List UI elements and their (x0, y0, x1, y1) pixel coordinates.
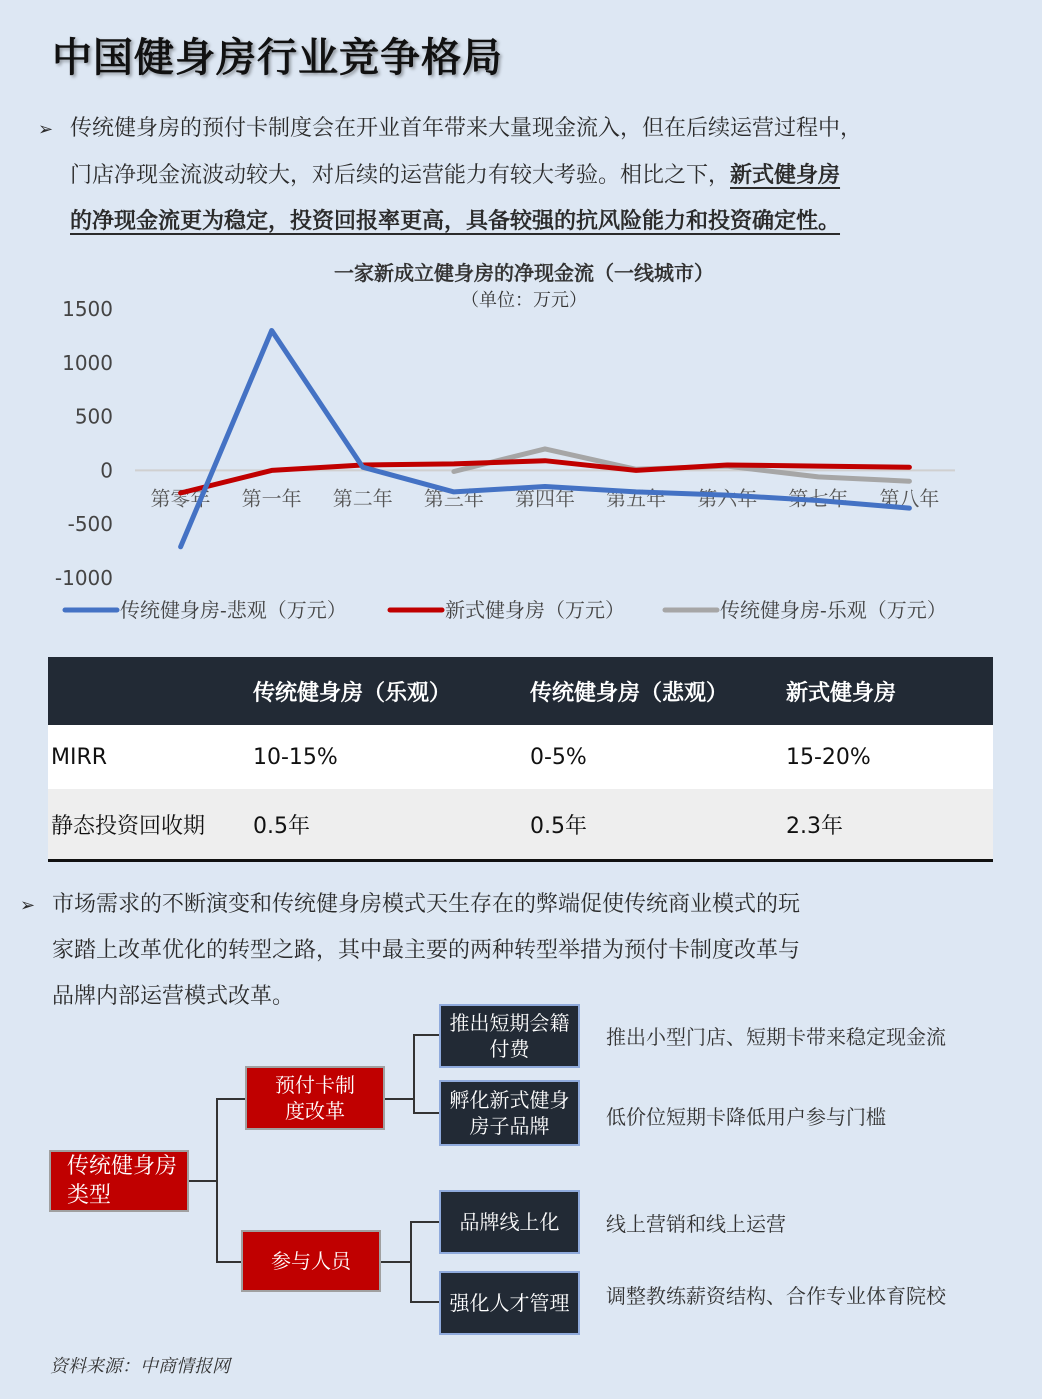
cash-flow-chart (40, 250, 1000, 640)
y-tick-label: 1000 (62, 350, 113, 375)
y-tick-label: 0 (100, 458, 113, 483)
bullet1-line2 (70, 152, 840, 199)
arrow-icon: ➢ (38, 119, 54, 140)
connector-line (413, 1034, 415, 1113)
series-layer (181, 331, 910, 547)
tree-leaf-online (439, 1190, 580, 1254)
tree-desc: 线上营销和线上运营 (606, 1212, 786, 1236)
connector-line (413, 1034, 440, 1036)
connector-line (413, 1112, 440, 1114)
x-tick-label: 第八年 (879, 486, 940, 511)
tree-branch-label: 参与人员 (271, 1249, 351, 1273)
bullet2-line1: 市场需求的不断演变和传统健身房模式天生存在的弊端促使传统商业模式的玩 (52, 892, 801, 917)
tree-leaf-label: 推出短期会籍付费 (449, 1011, 570, 1061)
y-tick-label: -500 (67, 512, 113, 537)
bullet-arrow-2 (20, 882, 35, 929)
table-cell: MIRR (48, 725, 253, 789)
tree-root (49, 1150, 189, 1212)
y-tick-label: 1500 (62, 297, 113, 321)
tree-branch-people (241, 1230, 381, 1292)
tree-branch-prepaid (245, 1066, 385, 1130)
page-title: 中国健身房行业竞争格局 (52, 34, 503, 81)
table-cell: 0.5年 (253, 789, 530, 861)
table-row (48, 725, 993, 789)
connector-line (410, 1221, 412, 1302)
connector-line (410, 1301, 440, 1303)
metrics-table (48, 657, 993, 862)
tree-leaf-short-membership (439, 1004, 580, 1068)
tree-leaf-sub-brand (439, 1080, 580, 1146)
connector-line (216, 1098, 246, 1100)
x-tick-label: 第零年 (150, 486, 211, 511)
connector-line (216, 1261, 242, 1263)
x-tick-label: 第七年 (788, 486, 849, 511)
bullet1-line2-emph: 新式健身房 (730, 162, 841, 188)
tree-desc: 推出小型门店、短期卡带来稳定现金流 (606, 1025, 946, 1049)
connector-line (380, 1261, 411, 1263)
legend-label: 新式健身房（万元） (445, 598, 625, 622)
connector-line (384, 1098, 414, 1100)
legend-label: 传统健身房-悲观（万元） (120, 598, 347, 622)
table-header-optimistic: 传统健身房（乐观） (253, 657, 530, 725)
chart-legend (65, 598, 947, 622)
tree-root-label: 传统健身房类型 (67, 1154, 178, 1208)
table-cell: 10-15% (253, 725, 530, 789)
connector-line (410, 1221, 440, 1223)
y-axis (55, 297, 113, 590)
table-cell: 2.3年 (786, 789, 993, 861)
table-header-pessimistic: 传统健身房（悲观） (530, 657, 786, 725)
connector-line (189, 1180, 217, 1182)
table-cell: 0.5年 (530, 789, 786, 861)
tree-leaf-label: 品牌线上化 (459, 1210, 560, 1234)
x-tick-label: 第三年 (423, 486, 484, 511)
legend-label: 传统健身房-乐观（万元） (720, 598, 947, 622)
x-tick-label: 第一年 (241, 486, 302, 511)
chart-title: 一家新成立健身房的净现金流（一线城市） (334, 261, 714, 285)
tree-leaf-label: 孵化新式健身房子品牌 (449, 1088, 570, 1138)
tree-desc: 低价位短期卡降低用户参与门槛 (606, 1105, 886, 1129)
bullet1-line3: 的净现金流更为稳定，投资回报率更高，具备较强的抗风险能力和投资确定性。 (70, 208, 841, 234)
series-line-0 (181, 331, 910, 547)
y-tick-label: -1000 (54, 566, 113, 590)
table-header-new: 新式健身房 (786, 657, 993, 725)
table-cell: 静态投资回收期 (48, 789, 253, 861)
chart-subtitle: （单位：万元） (461, 290, 587, 311)
table-cell: 0-5% (530, 725, 786, 789)
bullet-arrow-1 (38, 106, 53, 153)
x-tick-label: 第四年 (515, 486, 575, 511)
table-cell: 15-20% (786, 725, 993, 789)
bullet2-line2: 家踏上改革优化的转型之路，其中最主要的两种转型举措为预付卡制度改革与 (52, 938, 801, 963)
x-tick-label: 第六年 (697, 486, 758, 511)
bullet2-line3: 品牌内部运营模式改革。 (52, 984, 295, 1009)
tree-leaf-talent (439, 1271, 580, 1335)
connector-line (216, 1098, 218, 1262)
x-tick-label: 第五年 (606, 486, 667, 511)
bullet1-line1: 传统健身房的预付卡制度会在开业首年带来大量现金流入，但在后续运营过程中， (70, 116, 863, 141)
x-tick-label: 第二年 (332, 486, 393, 511)
table-row (48, 789, 993, 861)
tree-branch-label: 预付卡制度改革 (275, 1073, 355, 1123)
table-header-row (48, 657, 993, 725)
bullet1-line2-plain: 门店净现金流波动较大，对后续的运营能力有较大考验。相比之下， (70, 163, 731, 188)
y-tick-label: 500 (74, 404, 113, 429)
source-note: 资料来源：中商情报网 (50, 1356, 230, 1377)
table-header-blank (48, 657, 253, 725)
arrow-icon: ➢ (20, 895, 36, 916)
tree-leaf-label: 强化人才管理 (449, 1291, 570, 1315)
tree-desc: 调整教练薪资结构、合作专业体育院校 (606, 1284, 946, 1308)
